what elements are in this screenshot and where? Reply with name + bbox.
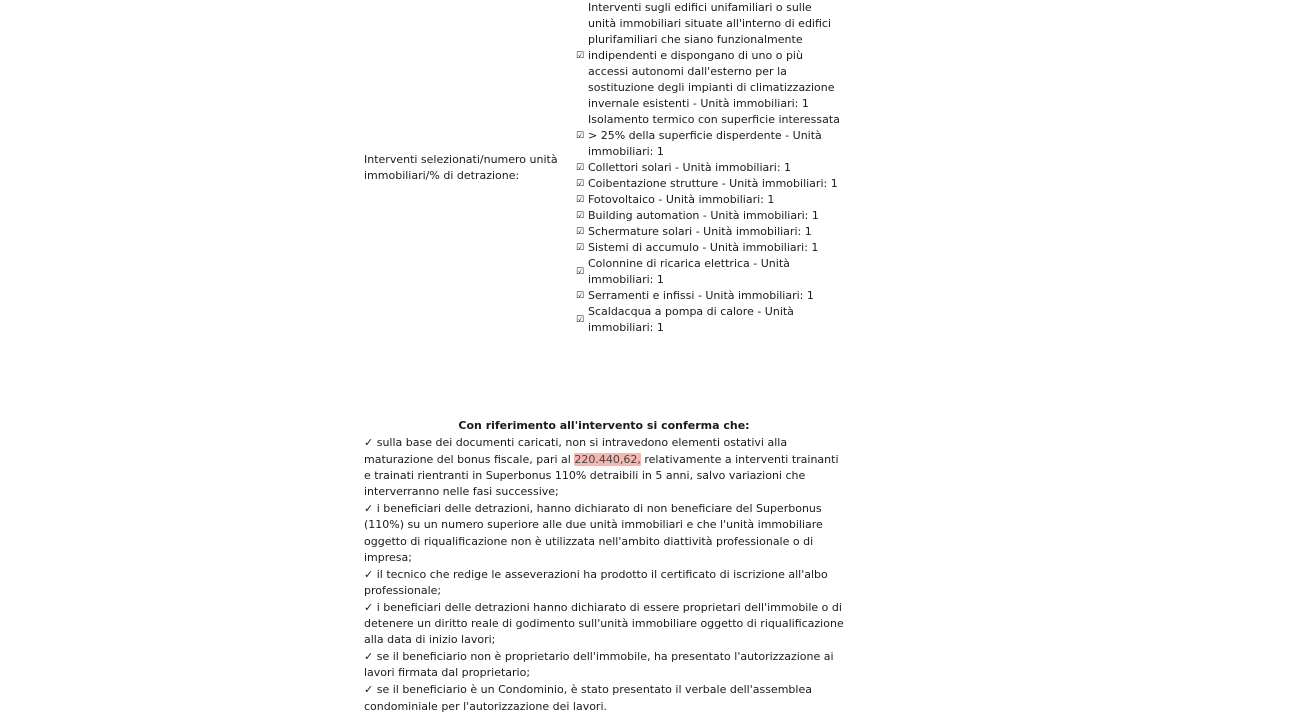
intervention-text: Sistemi di accumulo - Unità immobiliari: 1	[588, 241, 819, 254]
checkbox-checked-icon: ☑	[576, 195, 585, 205]
intervention-text: Scaldacqua a pompa di calore - Unità immobiliari: 1	[588, 305, 794, 334]
intervention-text: Schermature solari - Unità immobiliari: 1	[588, 225, 812, 238]
list-item	[576, 240, 846, 256]
intervention-text: Building automation - Unità immobiliari: 1	[588, 209, 819, 222]
list-item	[576, 288, 846, 304]
list-item	[576, 208, 846, 224]
checkbox-checked-icon: ☑	[576, 315, 585, 325]
confirmation-heading: Con riferimento all'intervento si conferma che:	[458, 419, 750, 432]
intervention-text: Colonnine di ricarica elettrica - Unità immobiliari: 1	[588, 257, 790, 286]
checkbox-checked-icon: ☑	[576, 243, 585, 253]
checkbox-checked-icon: ☑	[576, 291, 585, 301]
interventions-list	[576, 0, 846, 336]
checkmark-icon: ✓	[364, 501, 374, 515]
confirmation-text: i beneficiari delle detrazioni hanno dichiarato di essere proprietari dell'immobile o di detenere un diritto reale di godimento sull'unità immobiliare oggetto di riqualificazione alla data di inizio lavori;	[364, 600, 844, 647]
intervention-text: Fotovoltaico - Unità immobiliari: 1	[588, 193, 775, 206]
checkbox-checked-icon: ☑	[576, 131, 585, 141]
checkbox-checked-icon: ☑	[576, 163, 585, 173]
bonus-amount: 220.440,62,	[574, 452, 641, 466]
confirmation-text-before: sulla base dei documenti caricati, non si intravedono elementi ostativi alla maturazione del bonus fiscale, pari al	[364, 436, 788, 466]
list-item	[576, 304, 846, 336]
intervention-text: Isolamento termico con superficie interessata > 25% della superficie disperdente - Unità immobiliari: 1	[588, 113, 840, 158]
confirmation-text: i beneficiari delle detrazioni, hanno dichiarato di non beneficiare del Superbonus (110%) su un numero superiore alle due unità immobiliari e che l'unità immobiliare oggetto di riqualificazione non è utilizzata nell'ambito diattività professionale o di impresa;	[364, 501, 823, 564]
checkmark-icon: ✓	[364, 567, 374, 581]
checkbox-checked-icon: ☑	[576, 51, 585, 61]
list-item	[576, 160, 846, 176]
list-item	[576, 0, 846, 112]
confirmation-item	[364, 649, 844, 682]
confirmation-item	[364, 600, 844, 649]
checkmark-icon: ✓	[364, 600, 374, 614]
confirmation-item	[364, 567, 844, 600]
intervention-text: Coibentazione strutture - Unità immobiliari: 1	[588, 177, 838, 190]
list-item	[576, 224, 846, 240]
list-item	[576, 112, 846, 160]
intervention-text: Serramenti e infissi - Unità immobiliari: 1	[588, 289, 814, 302]
list-item	[576, 256, 846, 288]
checkmark-icon: ✓	[364, 436, 374, 450]
confirmation-section	[364, 418, 844, 715]
intervention-text: Interventi sugli edifici unifamiliari o sulle unità immobiliari situate all'interno di edifici plurifamiliari che siano funzionalmente indipendenti e dispongano di uno o più accessi autonomi dall'esterno per la sostituzione degli impianti di climatizzazione invernale esistenti - Unità immobiliari: 1	[588, 1, 835, 110]
checkbox-checked-icon: ☑	[576, 227, 585, 237]
checkbox-checked-icon: ☑	[576, 179, 585, 189]
checkmark-icon: ✓	[364, 650, 374, 664]
confirmation-item	[364, 501, 844, 566]
checkbox-checked-icon: ☑	[576, 211, 585, 221]
checkbox-checked-icon: ☑	[576, 267, 585, 277]
confirmation-item	[364, 682, 844, 715]
intervention-text: Collettori solari - Unità immobiliari: 1	[588, 161, 792, 174]
confirmation-text-after: relativamente a interventi trainanti e trainati rientranti in Superbonus 110% detraibili in 5 anni, salvo variazioni che interverranno nelle fasi successive;	[364, 452, 839, 499]
list-item	[576, 176, 846, 192]
confirmation-text: il tecnico che redige le asseverazioni ha prodotto il certificato di iscrizione all'albo professionale;	[364, 567, 828, 597]
confirmation-item	[364, 435, 844, 500]
interventions-label: Interventi selezionati/numero unità immobiliari/% di detrazione:	[364, 153, 558, 182]
list-item	[576, 192, 846, 208]
confirmation-text: se il beneficiario non è proprietario dell'immobile, ha presentato l'autorizzazione ai lavori firmata dal proprietario;	[364, 650, 834, 680]
confirmation-text: se il beneficiario è un Condominio, è stato presentato il verbale dell'assemblea condominiale per l'autorizzazione dei lavori.	[364, 683, 812, 713]
checkmark-icon: ✓	[364, 683, 374, 697]
